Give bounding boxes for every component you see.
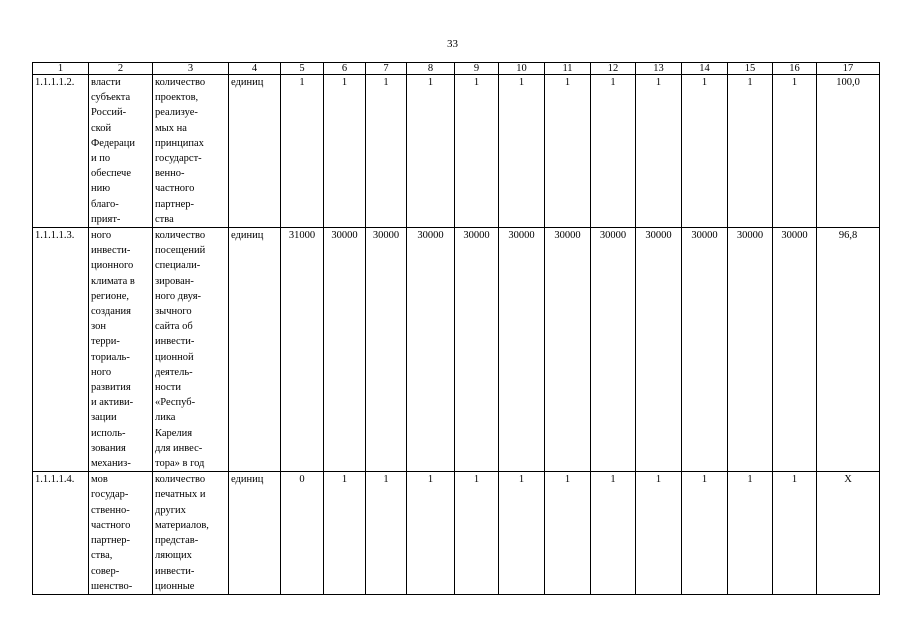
- value-cell: 1: [366, 75, 407, 228]
- value-cell: 1: [407, 472, 455, 595]
- table-row: [33, 472, 880, 595]
- value-cell: 1: [773, 75, 817, 228]
- event-description-cell: ного инвести- ционного климата в регионе, создания зон терри- ториаль- ного развития и активи- зации исполь- зования механиз-: [89, 228, 153, 472]
- column-number-cell: 11: [545, 63, 591, 75]
- column-number-cell: 17: [817, 63, 880, 75]
- event-description-cell: власти субъекта Россий- ской Федераци и по обеспече нию благо- прият-: [89, 75, 153, 228]
- value-cell: 1: [636, 472, 682, 595]
- value-cell: 1: [324, 75, 366, 228]
- value-cell: 1: [499, 75, 545, 228]
- value-cell: 1: [728, 472, 773, 595]
- column-number-cell: 12: [591, 63, 636, 75]
- column-number-cell: 15: [728, 63, 773, 75]
- value-cell: 1: [728, 75, 773, 228]
- unit-cell: единиц: [229, 472, 281, 595]
- table-row: [33, 75, 880, 228]
- value-cell: 1: [773, 472, 817, 595]
- indicator-name-cell: количество проектов, реализуе- мых на принципах государст- венно- частного партнер- ства: [153, 75, 229, 228]
- column-number-cell: 3: [153, 63, 229, 75]
- value-cell: 0: [281, 472, 324, 595]
- column-number-cell: 8: [407, 63, 455, 75]
- value-cell: 1: [281, 75, 324, 228]
- value-cell: 1: [324, 472, 366, 595]
- event-description-cell: мов государ- ственно- частного партнер- ства, совер- шенство-: [89, 472, 153, 595]
- value-cell: 1: [591, 472, 636, 595]
- value-cell: 30000: [324, 228, 366, 472]
- column-number-cell: 5: [281, 63, 324, 75]
- column-number-cell: 7: [366, 63, 407, 75]
- value-cell: 31000: [281, 228, 324, 472]
- value-cell: 30000: [407, 228, 455, 472]
- value-cell: 30000: [366, 228, 407, 472]
- indicator-code-cell: 1.1.1.1.4.: [33, 472, 89, 595]
- column-number-cell: 2: [89, 63, 153, 75]
- unit-cell: единиц: [229, 75, 281, 228]
- indicator-code-cell: 1.1.1.1.2.: [33, 75, 89, 228]
- value-cell: 30000: [545, 228, 591, 472]
- value-cell: 1: [455, 75, 499, 228]
- column-number-cell: 10: [499, 63, 545, 75]
- value-cell: 1: [499, 472, 545, 595]
- value-cell: 30000: [591, 228, 636, 472]
- value-cell: 1: [591, 75, 636, 228]
- value-cell: 30000: [636, 228, 682, 472]
- page-number: 33: [447, 38, 458, 50]
- value-cell: 30000: [499, 228, 545, 472]
- final-value-cell: X: [817, 472, 880, 595]
- column-number-cell: 9: [455, 63, 499, 75]
- final-value-cell: 100,0: [817, 75, 880, 228]
- column-number-row: [33, 63, 880, 75]
- unit-cell: единиц: [229, 228, 281, 472]
- column-number-cell: 13: [636, 63, 682, 75]
- indicators-table: [32, 62, 880, 595]
- value-cell: 1: [407, 75, 455, 228]
- indicator-name-cell: количество посещений специали- зирован- ного двуя- зычного сайта об инвести- ционной деятель- ности «Респуб- лика Карелия для инвес- тора» в год: [153, 228, 229, 472]
- final-value-cell: 96,8: [817, 228, 880, 472]
- value-cell: 1: [682, 75, 728, 228]
- value-cell: 30000: [773, 228, 817, 472]
- value-cell: 1: [545, 75, 591, 228]
- value-cell: 1: [366, 472, 407, 595]
- value-cell: 1: [682, 472, 728, 595]
- indicator-code-cell: 1.1.1.1.3.: [33, 228, 89, 472]
- column-number-cell: 4: [229, 63, 281, 75]
- value-cell: 30000: [682, 228, 728, 472]
- column-number-cell: 14: [682, 63, 728, 75]
- indicator-name-cell: количество печатных и других материалов, представ- ляющих инвести- ционные: [153, 472, 229, 595]
- table-row: [33, 228, 880, 472]
- value-cell: 1: [455, 472, 499, 595]
- value-cell: 1: [545, 472, 591, 595]
- value-cell: 1: [636, 75, 682, 228]
- column-number-cell: 1: [33, 63, 89, 75]
- column-number-cell: 6: [324, 63, 366, 75]
- value-cell: 30000: [728, 228, 773, 472]
- column-number-cell: 16: [773, 63, 817, 75]
- value-cell: 30000: [455, 228, 499, 472]
